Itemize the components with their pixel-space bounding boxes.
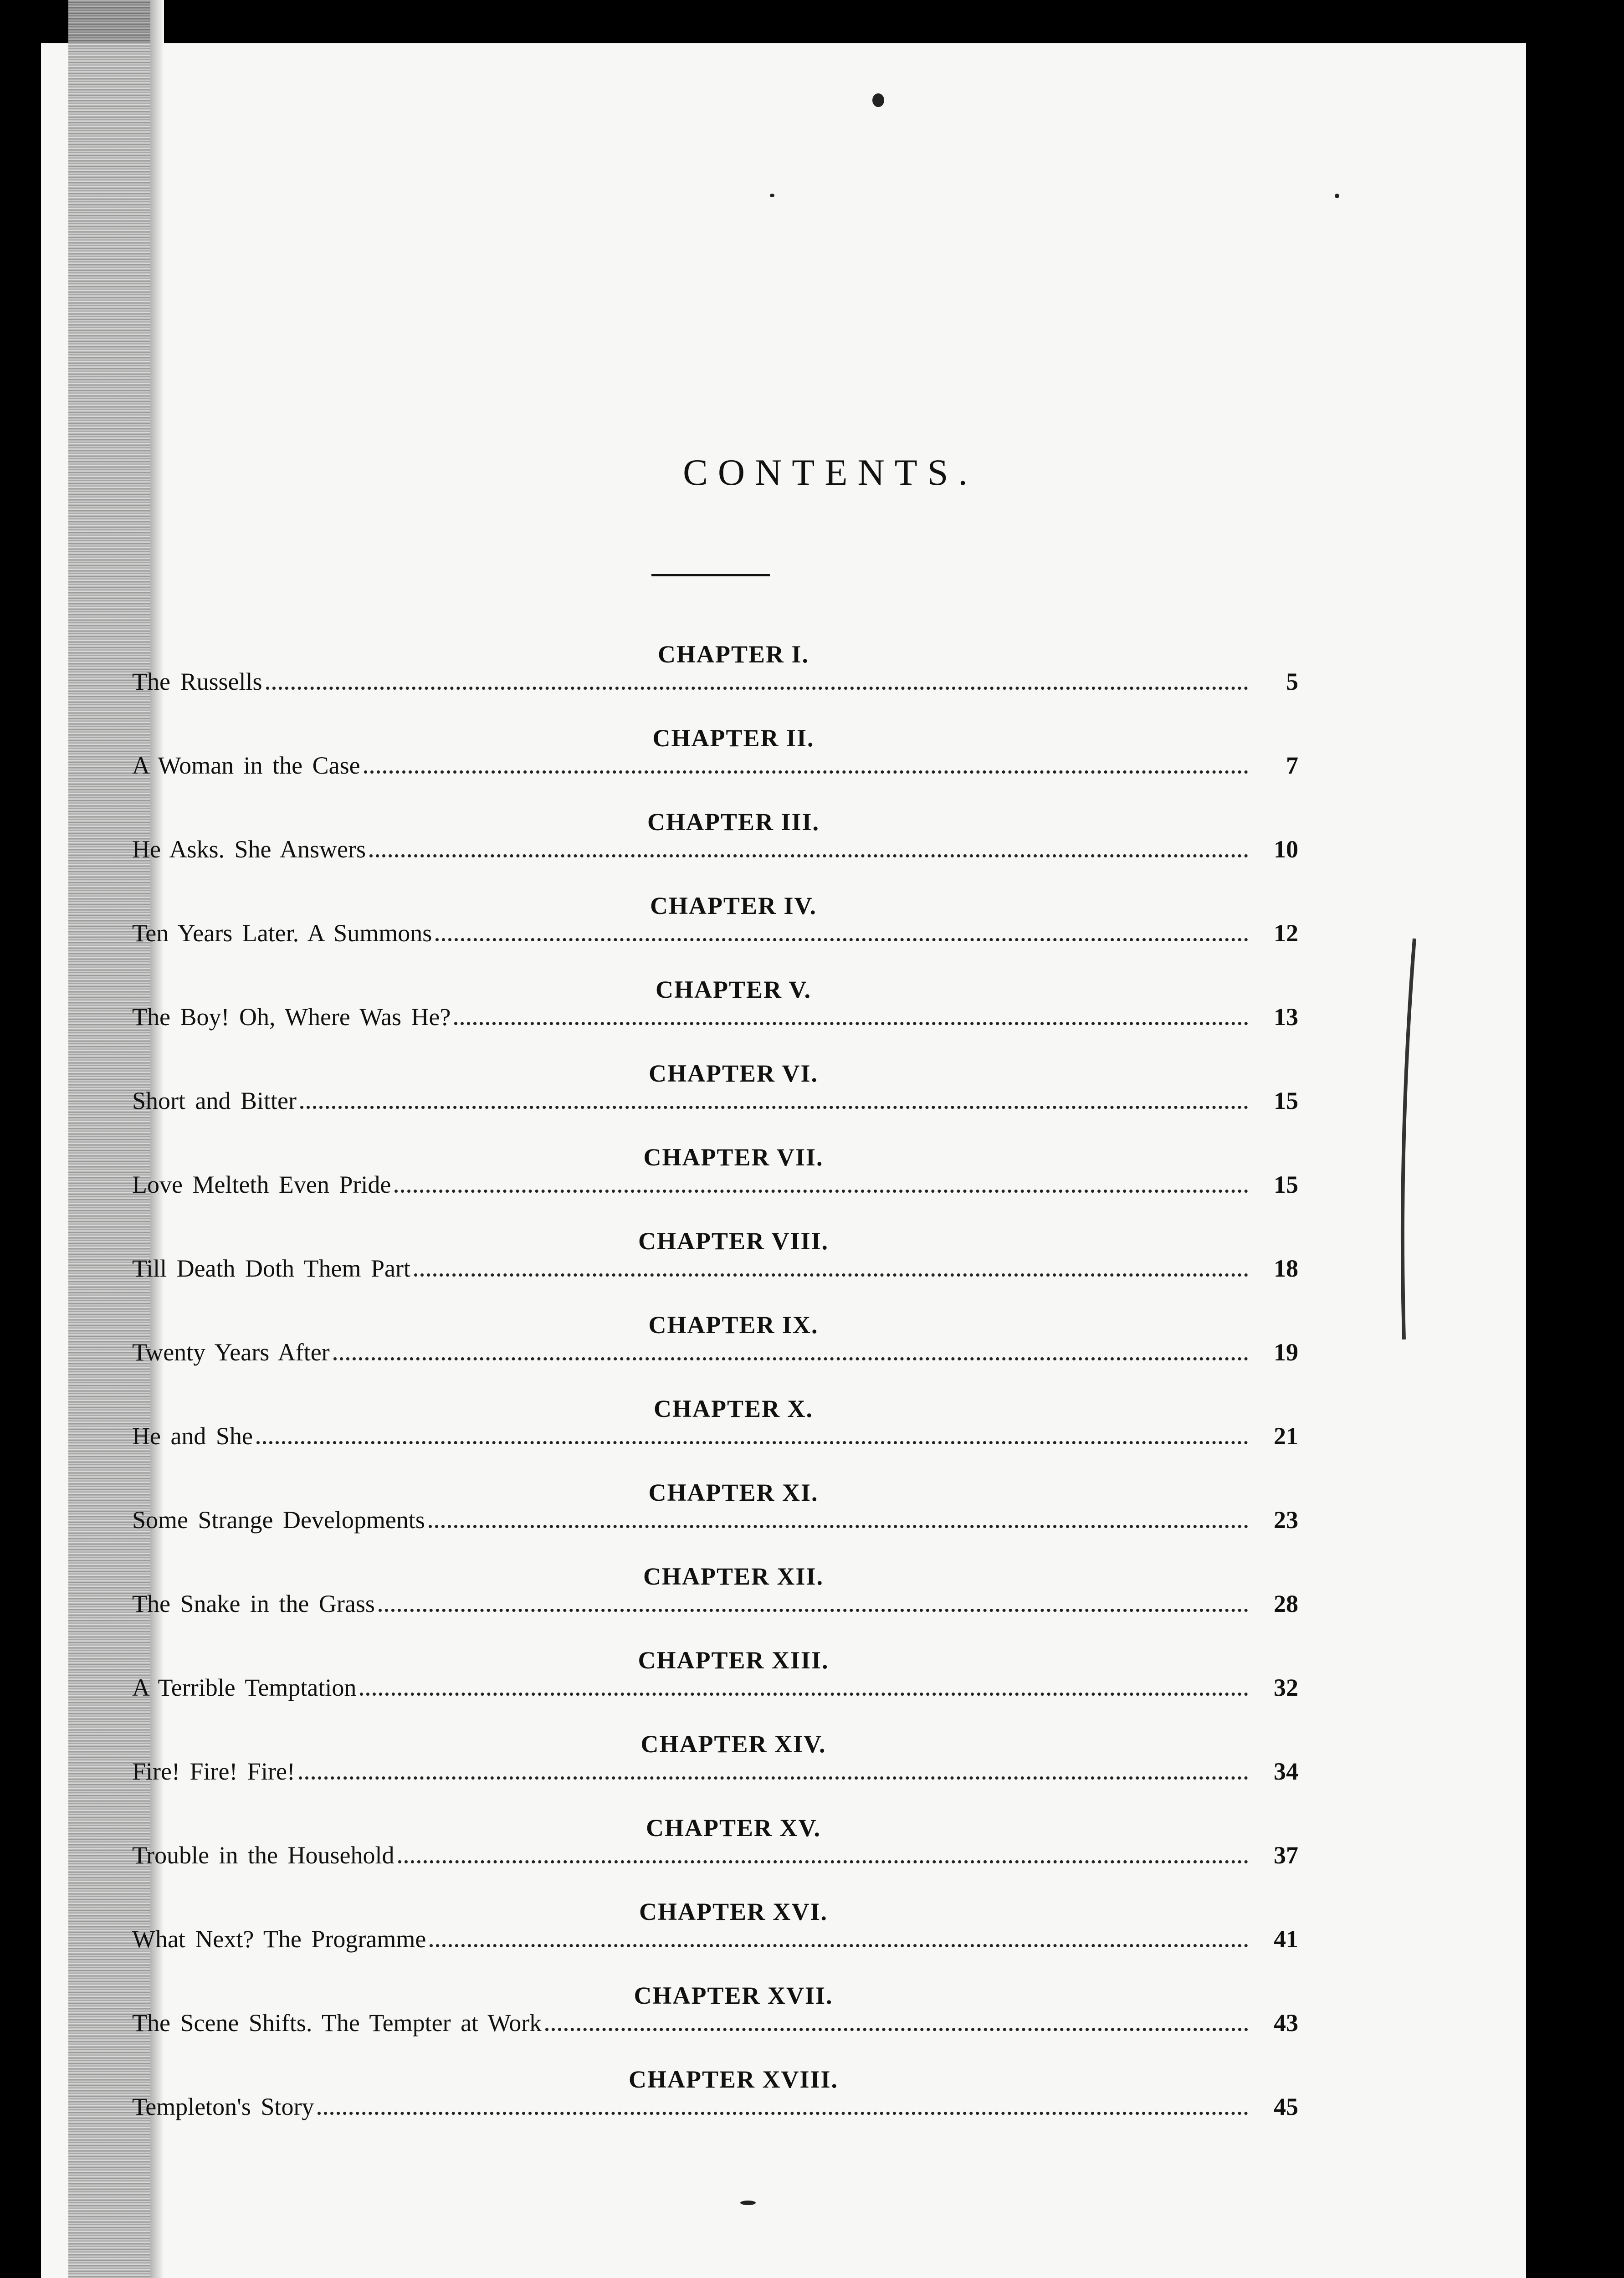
toc-entry <box>132 1814 1298 1898</box>
ink-speck <box>770 194 774 197</box>
chapter-title: The Boy! Oh, Where Was He? <box>132 1003 451 1031</box>
chapter-title: The Snake in the Grass <box>132 1590 375 1617</box>
toc-line <box>132 2093 1298 2124</box>
page-number: 41 <box>1274 1925 1298 1953</box>
page-number: 15 <box>1274 1171 1298 1198</box>
page-number: 10 <box>1274 836 1298 863</box>
toc-entry <box>132 1143 1298 1227</box>
margin-pencil-mark <box>1399 934 1417 1344</box>
toc-entry <box>132 1059 1298 1143</box>
dot-leader <box>364 770 1248 774</box>
chapter-title: The Scene Shifts. The Tempter at Work <box>132 2009 542 2037</box>
toc-line <box>132 1254 1298 1286</box>
dot-leader <box>256 1441 1248 1444</box>
toc-entry <box>132 1395 1298 1478</box>
page-number: 21 <box>1274 1422 1298 1450</box>
page-number: 5 <box>1286 668 1298 695</box>
chapter-title: Twenty Years After <box>132 1339 330 1366</box>
toc-line <box>132 919 1298 951</box>
chapter-heading: CHAPTER III. <box>647 808 820 836</box>
chapter-heading: CHAPTER IV. <box>650 892 817 919</box>
toc-line <box>132 1841 1298 1873</box>
dot-leader <box>394 1189 1248 1193</box>
chapter-title: He and She <box>132 1422 253 1450</box>
toc-entry <box>132 1562 1298 1646</box>
chapter-title: Love Melteth Even Pride <box>132 1171 391 1198</box>
chapter-title: Short and Bitter <box>132 1087 297 1114</box>
toc-line <box>132 1757 1298 1789</box>
page-number: 34 <box>1274 1758 1298 1785</box>
page-number: 18 <box>1274 1255 1298 1282</box>
ink-speck <box>740 2201 756 2205</box>
dot-leader <box>398 1860 1249 1863</box>
page-number: 19 <box>1274 1339 1298 1366</box>
chapter-heading: CHAPTER V. <box>655 976 812 1003</box>
chapter-title: Ten Years Later. A Summons <box>132 919 432 947</box>
chapter-title: A Terrible Temptation <box>132 1674 357 1701</box>
chapter-heading: CHAPTER XVII. <box>634 1982 833 2009</box>
toc-entry <box>132 1898 1298 1981</box>
page-number: 32 <box>1274 1674 1298 1701</box>
toc-entry <box>132 1478 1298 1562</box>
page-number: 7 <box>1286 752 1298 779</box>
chapter-heading: CHAPTER VI. <box>648 1060 819 1087</box>
dot-leader <box>369 854 1248 857</box>
toc-entry <box>132 724 1298 808</box>
chapter-title: He Asks. She Answers <box>132 836 366 863</box>
page-number: 45 <box>1274 2093 1298 2120</box>
toc-line <box>132 1338 1298 1370</box>
chapter-heading: CHAPTER XVIII. <box>628 2066 839 2093</box>
chapter-heading: CHAPTER I. <box>657 641 809 668</box>
dot-leader <box>299 1776 1248 1780</box>
toc-entry <box>132 1646 1298 1730</box>
ink-speck <box>872 93 884 107</box>
toc-entry <box>132 1311 1298 1395</box>
dot-leader <box>318 2111 1248 2115</box>
dot-leader <box>430 1944 1248 1947</box>
dot-leader <box>414 1273 1248 1277</box>
toc-entry <box>132 2065 1298 2149</box>
dot-leader <box>379 1608 1248 1612</box>
chapter-heading: CHAPTER VIII. <box>638 1227 829 1255</box>
chapter-heading: CHAPTER XIV. <box>640 1730 826 1758</box>
toc-line <box>132 1170 1298 1202</box>
toc-line <box>132 1087 1298 1118</box>
ink-speck <box>1335 194 1339 198</box>
chapter-title: Some Strange Developments <box>132 1506 425 1534</box>
toc-line <box>132 1506 1298 1538</box>
toc-entry <box>132 808 1298 892</box>
toc-line <box>132 2009 1298 2041</box>
table-of-contents <box>132 640 1298 2149</box>
toc-line <box>132 1422 1298 1454</box>
toc-entry <box>132 975 1298 1059</box>
toc-line <box>132 1590 1298 1621</box>
toc-entry <box>132 640 1298 724</box>
toc-line <box>132 1003 1298 1035</box>
chapter-heading: CHAPTER XVI. <box>639 1898 828 1925</box>
chapter-title: The Russells <box>132 668 262 695</box>
dot-leader <box>360 1692 1248 1696</box>
chapter-title: What Next? The Programme <box>132 1925 426 1953</box>
page-number: 37 <box>1274 1842 1298 1869</box>
chapter-heading: CHAPTER IX. <box>648 1311 819 1339</box>
toc-line <box>132 1673 1298 1705</box>
chapter-heading: CHAPTER VII. <box>643 1144 824 1171</box>
dot-leader <box>429 1524 1248 1528</box>
toc-line <box>132 1925 1298 1957</box>
chapter-title: Templeton's Story <box>132 2093 314 2120</box>
chapter-title: Till Death Doth Them Part <box>132 1255 410 1282</box>
chapter-heading: CHAPTER XII. <box>643 1563 824 1590</box>
toc-entry <box>132 1981 1298 2065</box>
dot-leader <box>454 1021 1248 1025</box>
page-title: CONTENTS. <box>683 451 978 493</box>
toc-entry <box>132 892 1298 975</box>
dot-leader <box>435 938 1248 941</box>
dot-leader <box>266 686 1249 690</box>
dot-leader <box>333 1357 1248 1360</box>
toc-entry <box>132 1227 1298 1311</box>
toc-line <box>132 667 1298 699</box>
chapter-heading: CHAPTER XV. <box>646 1814 821 1842</box>
dot-leader <box>300 1105 1248 1109</box>
chapter-heading: CHAPTER XI. <box>648 1479 819 1506</box>
toc-line <box>132 835 1298 867</box>
chapter-title: Trouble in the Household <box>132 1842 394 1869</box>
chapter-title: A Woman in the Case <box>132 752 360 779</box>
chapter-heading: CHAPTER XIII. <box>638 1647 829 1674</box>
page-number: 28 <box>1274 1590 1298 1617</box>
page-number: 23 <box>1274 1506 1298 1534</box>
chapter-heading: CHAPTER X. <box>653 1395 813 1422</box>
page-number: 43 <box>1274 2009 1298 2037</box>
page-number: 15 <box>1274 1087 1298 1114</box>
title-rule <box>651 574 770 576</box>
page-number: 13 <box>1274 1003 1298 1031</box>
toc-entry <box>132 1730 1298 1814</box>
chapter-heading: CHAPTER II. <box>652 724 815 752</box>
chapter-title: Fire! Fire! Fire! <box>132 1758 295 1785</box>
dot-leader <box>545 2027 1248 2031</box>
page-number: 12 <box>1274 919 1298 947</box>
toc-line <box>132 751 1298 783</box>
